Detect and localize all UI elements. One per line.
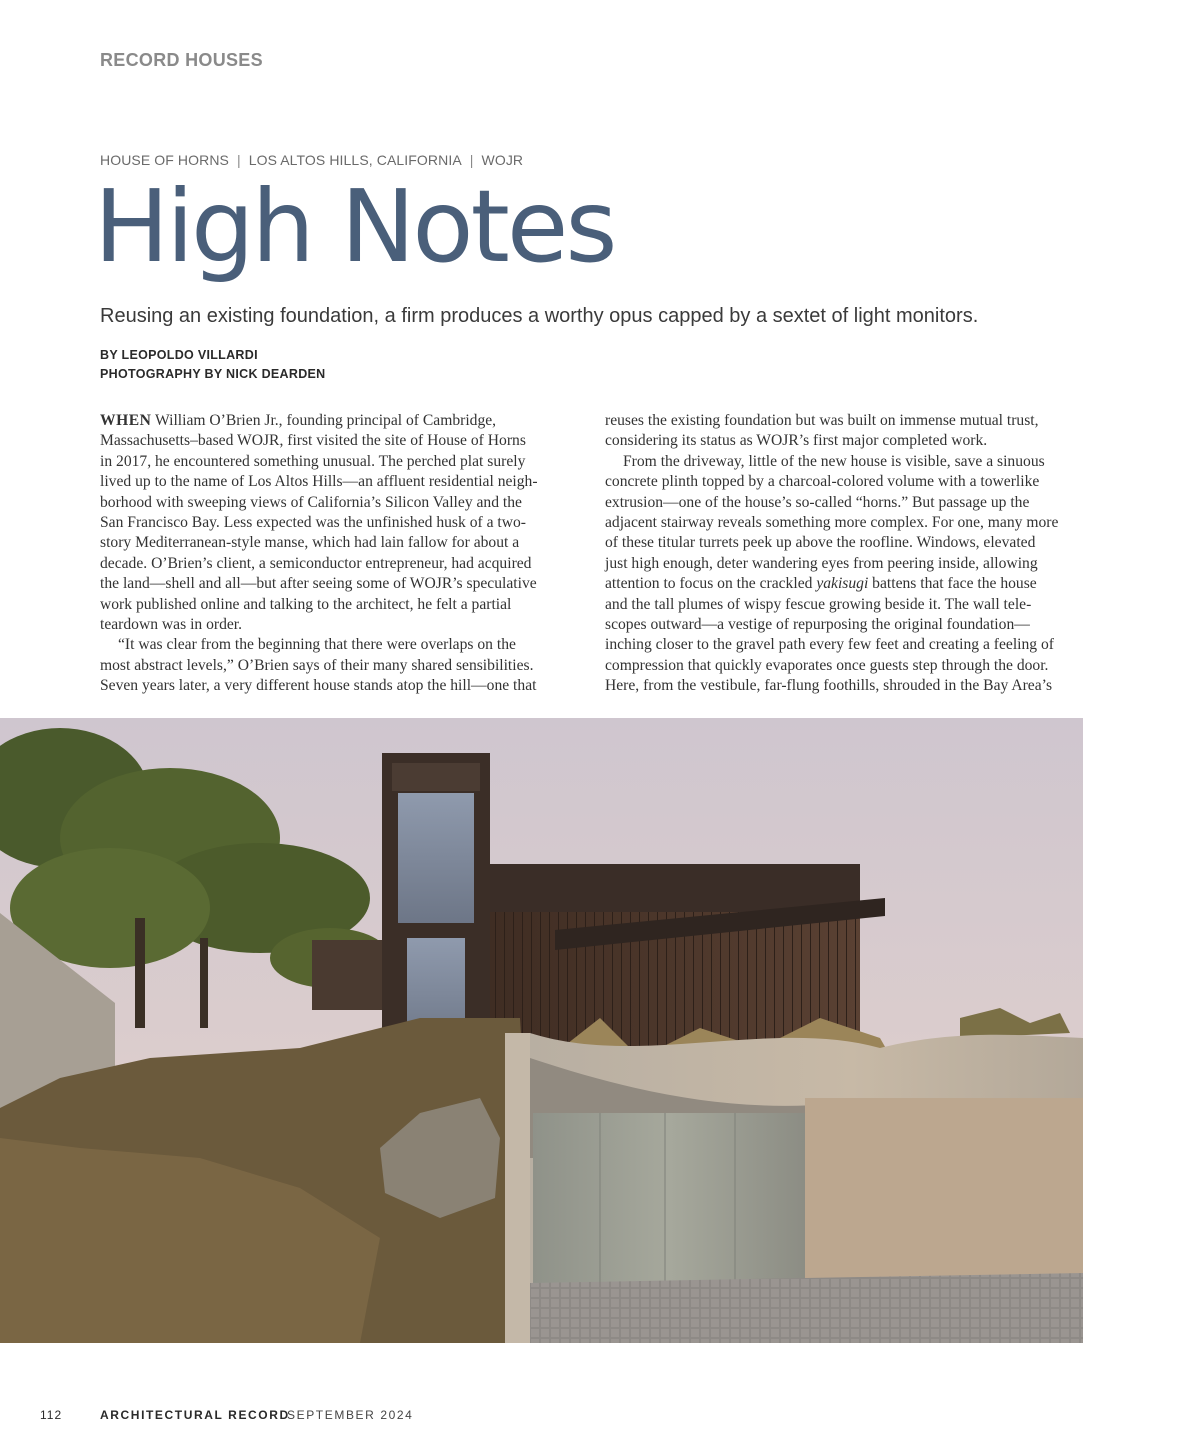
text-line: Here, from the vestibule, far-flung foothills, shrouded in the Bay Area’s: [605, 677, 1053, 695]
photo-credit: PHOTOGRAPHY BY NICK DEARDEN: [100, 367, 326, 381]
text-line: lived up to the name of Los Altos Hills—an affluent residential neigh-: [100, 473, 538, 491]
text-line: decade. O’Brien’s client, a semiconductor entrepreneur, had acquired: [100, 554, 532, 572]
text-line: “It was clear from the beginning that there were overlaps on the: [118, 636, 516, 654]
text-line: story Mediterranean-style manse, which had lain fallow for about a: [100, 534, 520, 552]
text-line: teardown was in order.: [100, 616, 243, 634]
page-title: High Notes: [94, 168, 615, 285]
text-line: From the driveway, little of the new house is visible, save a sinuous: [623, 452, 1045, 470]
text-line: scopes outward—a vestige of repurposing the original foundation—: [605, 616, 1030, 634]
byline: BY LEOPOLDO VILLARDI: [100, 348, 258, 362]
text-line: work published online and talking to the architect, he felt a partial: [100, 595, 512, 613]
text-line: compression that quickly evaporates once guests step through the door.: [605, 656, 1049, 674]
kicker-separator: |: [236, 152, 241, 168]
project-name: HOUSE OF HORNS: [100, 152, 229, 168]
text-line: attention to focus on the crackled: [605, 575, 817, 593]
text-line: inching closer to the gravel path every few feet and creating a feeling of: [605, 636, 1054, 654]
kicker: [100, 152, 523, 168]
section-label: RECORD HOUSES: [100, 50, 263, 70]
text-line: William O’Brien Jr., founding principal of Cambridge,: [155, 412, 497, 429]
driveway: [530, 1273, 1083, 1343]
text-line: most abstract levels,” O’Brien says of their many shared sensibilities.: [100, 656, 534, 674]
text-line: extrusion—one of the house’s so-called “horns.” But passage up the: [605, 493, 1030, 511]
text-line: and the tall plumes of wispy fescue growing beside it. The wall tele-: [605, 595, 1032, 613]
text-line: battens that face the house: [868, 575, 1037, 593]
text-line: Massachusetts–based WOJR, first visited the site of House of Horns: [100, 432, 526, 450]
architect-name: WOJR: [481, 152, 524, 168]
article-paragraph: [605, 411, 1085, 452]
issue-date: SEPTEMBER 2024: [287, 1408, 414, 1422]
house-photo: [0, 718, 1083, 1343]
article-column-2: [605, 411, 1085, 697]
publication-name: ARCHITECTURAL RECORD: [100, 1408, 290, 1422]
text-line: just high enough, deter wandering eyes from peering inside, allowing: [605, 554, 1038, 572]
article-paragraph: [100, 635, 580, 696]
text-line: reuses the existing foundation but was built on immense mutual trust,: [605, 412, 1039, 429]
article-paragraph: [100, 411, 580, 635]
text-line: in 2017, he encountered something unusual. The perched plat surely: [100, 452, 526, 470]
text-line: concrete plinth topped by a charcoal-colored volume with a towerlike: [605, 473, 1040, 491]
text-line: San Francisco Bay. Less expected was the unfinished husk of a two-: [100, 514, 526, 532]
dek: Reusing an existing foundation, a firm produces a worthy opus capped by a sextet of light monitors.: [100, 305, 979, 327]
text-line: Seven years later, a very different house stands atop the hill—one that: [100, 677, 537, 695]
project-location: LOS ALTOS HILLS, CALIFORNIA: [248, 152, 462, 168]
text-line: borhood with sweeping views of California’s Silicon Valley and the: [100, 493, 522, 511]
italic-term: yakisugi: [816, 575, 869, 593]
text-line: of these titular turrets peek up above the roofline. Windows, elevated: [605, 534, 1036, 552]
page-number: 112: [40, 1408, 63, 1422]
kicker-separator: |: [469, 152, 474, 168]
text-line: adjacent stairway reveals something more complex. For one, many more: [605, 514, 1059, 532]
text-line: considering its status as WOJR’s first major completed work.: [605, 432, 988, 450]
text-line: the land—shell and all—but after seeing some of WOJR’s speculative: [100, 575, 537, 593]
lead-word: WHEN: [100, 412, 152, 429]
article-paragraph: [605, 452, 1085, 697]
article-column-1: [100, 411, 580, 697]
